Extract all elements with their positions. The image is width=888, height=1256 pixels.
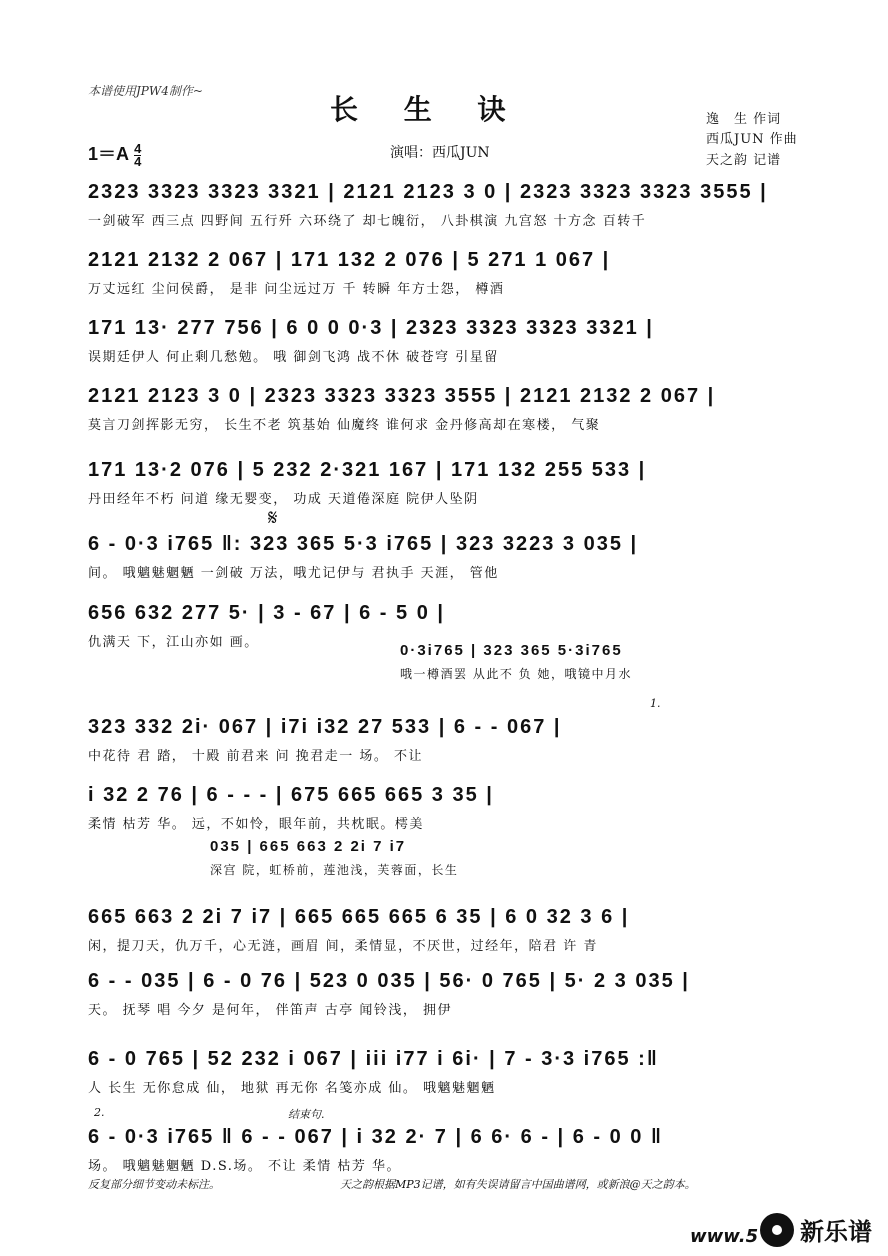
score-system <box>210 838 800 878</box>
notation-line: 171 13·2 076 | 5 232 2·321 167 | 171 132 255 533 | <box>88 459 647 481</box>
footer-right: 天之韵根据MP3记谱，如有失误请留言中国曲谱网，或新浪@天之韵本。 <box>340 1178 696 1191</box>
volta-1: 1. <box>650 697 661 710</box>
lyric-line: 一剑破军 西三点 四野间 五行歼 六环绕了 却七魄衍， 八卦棋演 九宫怒 十方念 百转千 <box>88 214 647 229</box>
notation-line: i 32 2 76 | 6 - - - | 675 665 665 3 35 | <box>88 784 494 806</box>
footer-left: 反复部分细节变动未标注。 <box>88 1178 220 1191</box>
time-signature <box>134 143 141 168</box>
score-system <box>88 716 800 764</box>
score-system <box>88 181 800 229</box>
score-system <box>400 642 800 682</box>
notation-line: 6 - 0 765 | 52 232 i 067 | iii i77 i 6i· | 7 - 3·3 i765 :‖ <box>88 1048 659 1070</box>
notation-line: 0·3i765 | 323 365 5·3i765 <box>400 642 623 659</box>
score-system <box>88 459 800 507</box>
lyric-line: 场。 哦魑魅魍魉 D.S.场。 不让 柔情 枯芳 华。 <box>88 1159 401 1174</box>
notation-line: 656 632 277 5· | 3 - 67 | 6 - 5 0 | <box>88 602 445 624</box>
notation-line: 6 - 0·3 i765 ‖ 6 - - 067 | i 32 2· 7 | 6 6· 6 - | 6 - 0 0 ‖ <box>88 1126 663 1148</box>
transcriber: 天之韵 记谱 <box>706 153 782 168</box>
notation-line: 2323 3323 3323 3321 | 2121 2123 3 0 | 2323 3323 3323 3555 | <box>88 181 768 203</box>
key-signature <box>88 140 141 168</box>
notation-line: 323 332 2i· 067 | i7i i32 27 533 | 6 - - 067 | <box>88 716 562 738</box>
lyric-line: 丹田经年不朽 问道 缘无婴变， 功成 天道倦深庭 院伊人坠阴 <box>88 492 479 507</box>
notation-line: 665 663 2 2i 7 i7 | 665 665 665 6 35 | 6 0 32 3 6 | <box>88 906 630 928</box>
lyric-line: 闲，提刀天，仇万千，心无涟，画眉 间，柔情显，不厌世，过经年，陪君 许 青 <box>88 939 598 954</box>
notation-line: 6 - - 035 | 6 - 0 76 | 523 0 035 | 56· 0 765 | 5· 2 3 035 | <box>88 970 690 992</box>
brand-logo <box>760 1212 872 1247</box>
score-system <box>88 906 800 954</box>
score-system <box>88 1048 800 1096</box>
key-label: 1＝A <box>88 144 130 164</box>
notation-line: 171 13· 277 756 | 6 0 0 0·3 | 2323 3323 3323 3321 | <box>88 317 654 339</box>
time-top: 4 <box>134 141 142 156</box>
lyric-line: 莫言刀剑挥影无穷， 长生不老 筑基始 仙魔终 谁何求 金丹修高却在寒楼， 气聚 <box>88 418 601 433</box>
notation-line: 035 | 665 663 2 2i 7 i7 <box>210 838 407 855</box>
lyric-line: 深宫 院，虹桥前，莲池浅，芙蓉面，长生 <box>210 863 459 877</box>
lyric-line: 中花待 君 踏， 十殿 前君来 问 挽君走一 场。 不让 <box>88 749 424 764</box>
composer: 西瓜JUN 作曲 <box>706 132 798 147</box>
notation-line: 2121 2123 3 0 | 2323 3323 3323 3555 | 2121 2132 2 067 | <box>88 385 716 407</box>
singer: 演唱：西瓜JUN <box>390 145 490 161</box>
lyric-line: 人 长生 无你怠成 仙， 地狱 再无你 名笺亦成 仙。 哦魑魅魍魉 <box>88 1081 496 1096</box>
score-system <box>88 970 800 1018</box>
notation-line: 6 - 0·3 i765 ‖: 323 365 5·3 i765 | 323 3223 3 035 | <box>88 533 639 555</box>
score-system <box>88 385 800 433</box>
lyric-line: 柔情 枯芳 华。 远，不如怜，眼年前，共枕眠。樗美 <box>88 817 424 832</box>
time-bottom: 4 <box>134 154 142 169</box>
score-system <box>88 317 800 365</box>
song-title: 长 生 诀 <box>330 93 524 126</box>
ending-mark: 结束句. <box>288 1108 325 1121</box>
notation-line: 2121 2132 2 067 | 171 132 2 076 | 5 271 1 067 | <box>88 249 611 271</box>
lyric-line: 误期廷伊人 何止剩几愁勉。 哦 御剑飞鸿 战不休 破苍穹 引星留 <box>88 350 499 365</box>
watermark-url: www.5 <box>690 1226 759 1247</box>
lyricist: 逸 生 作词 <box>706 112 782 127</box>
lyric-line: 间。 哦魑魅魍魉 一剑破 万法，哦尤记伊与 君执手 天涯， 管他 <box>88 566 499 581</box>
lyric-line: 万丈远红 尘问侯爵， 是非 问尘远过万 千 转瞬 年方士怨， 樽酒 <box>88 282 505 297</box>
score-system <box>88 249 800 297</box>
volta-2: 2. <box>94 1106 105 1119</box>
lyric-line: 仇满天 下，江山亦如 画。 <box>88 635 259 650</box>
lyric-line: 哦一樽酒罢 从此不 负 她，哦镜中月水 <box>400 667 632 681</box>
score-system <box>88 533 800 581</box>
record-icon <box>760 1213 794 1247</box>
score-system <box>88 1126 800 1174</box>
lyric-line: 天。 抚琴 唱 今夕 是何年， 伴笛声 古亭 闻铃浅， 拥伊 <box>88 1003 453 1018</box>
score-system <box>88 784 800 832</box>
credit-note: 本谱使用JPW4制作~ <box>88 84 203 98</box>
brand-text: 新乐谱 <box>800 1218 872 1246</box>
segno-mark: 𝄋 <box>268 506 278 531</box>
